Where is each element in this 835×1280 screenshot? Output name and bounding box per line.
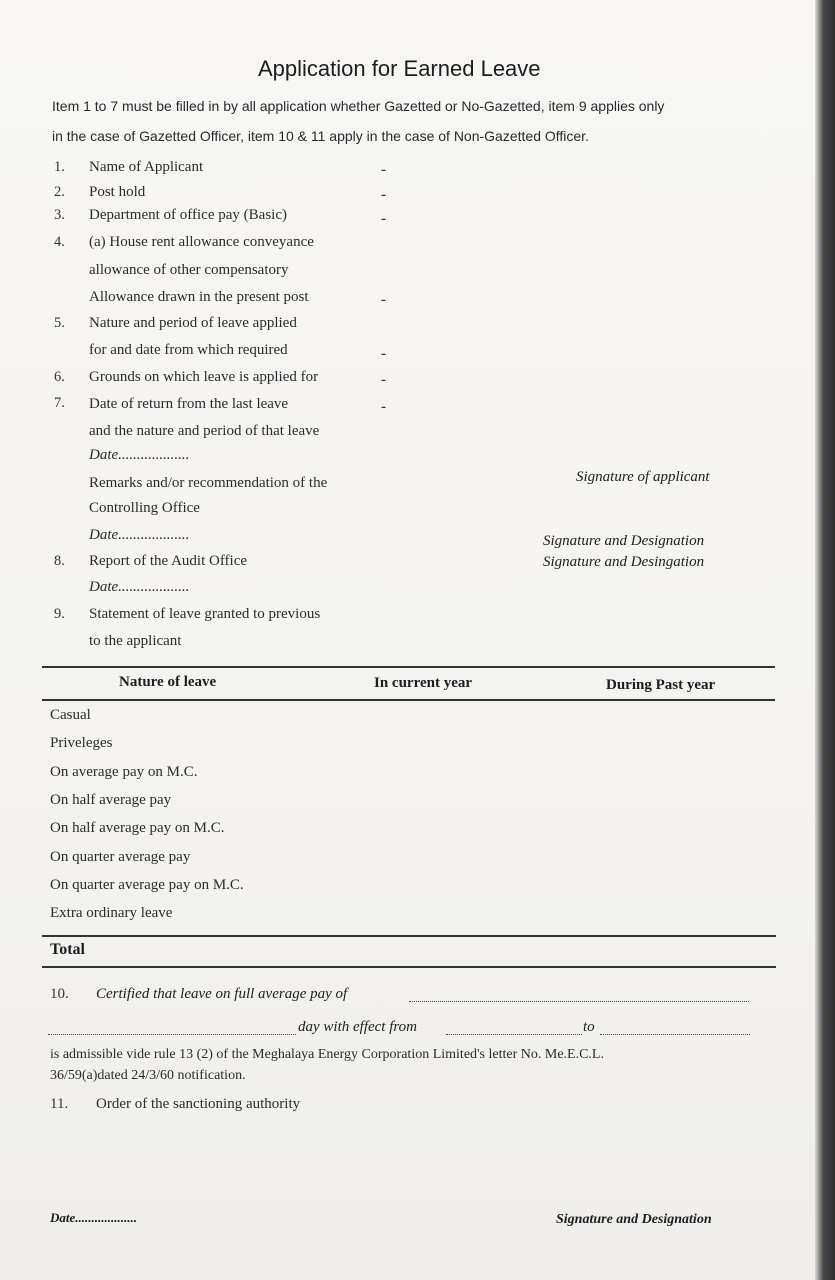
- item-11-number: 11.: [50, 1096, 69, 1112]
- item-7-dash: -: [381, 399, 386, 415]
- table-row: On average pay on M.C.: [50, 764, 198, 780]
- item-10-number: 10.: [50, 986, 69, 1002]
- item-9-number: 9.: [54, 606, 65, 622]
- item-4-number: 4.: [54, 234, 65, 250]
- footer-signature: Signature and Designation: [556, 1212, 712, 1227]
- table-total-label: Total: [50, 941, 85, 958]
- item-1-dash: -: [381, 162, 386, 178]
- table-row: Priveleges: [50, 735, 113, 751]
- table-bottom-rule: [42, 966, 776, 968]
- item-10-dotline-4: [600, 1034, 750, 1035]
- item-3-number: 3.: [54, 207, 65, 223]
- item-3-label: Department of office pay (Basic): [89, 207, 287, 223]
- item-10-rule-line-1: is admissible vide rule 13 (2) of the Meghalaya Energy Corporation Limited's letter No. Me.E.C.L.: [50, 1047, 604, 1062]
- remarks-label-1: Remarks and/or recommendation of the: [89, 475, 328, 491]
- signature-designation-1: Signature and Designation: [543, 533, 705, 549]
- item-10-text-3: to: [583, 1019, 595, 1035]
- table-row: Casual: [50, 707, 91, 723]
- table-total-rule: [42, 935, 776, 937]
- item-10-text-1: Certified that leave on full average pay of: [96, 986, 348, 1002]
- item-11-label: Order of the sanctioning authority: [96, 1096, 301, 1112]
- table-row: On quarter average pay: [50, 849, 191, 865]
- instructions-line-2: in the case of Gazetted Officer, item 10 & 11 apply in the case of Non-Gazetted Officer.: [52, 128, 589, 144]
- remarks-label-2: Controlling Office: [89, 500, 200, 516]
- item-4-label-1: (a) House rent allowance conveyance: [89, 234, 314, 250]
- table-row: Extra ordinary leave: [50, 905, 173, 921]
- footer-date: Date...................: [50, 1210, 138, 1225]
- item-4-label-2: allowance of other compensatory: [89, 262, 289, 278]
- item-6-number: 6.: [54, 369, 65, 385]
- item-10-text-2: day with effect from: [298, 1019, 418, 1035]
- item-7-number: 7.: [54, 395, 65, 411]
- item-1-label: Name of Applicant: [89, 159, 204, 175]
- table-header-past-year: During Past year: [606, 677, 716, 693]
- instructions-line-1: Item 1 to 7 must be filled in by all application whether Gazetted or No-Gazetted, item 9 applies only: [52, 98, 665, 114]
- table-row: On quarter average pay on M.C.: [50, 877, 244, 893]
- item-8-label: Report of the Audit Office: [89, 553, 248, 569]
- page-edge: [815, 0, 835, 1280]
- item-5-label-2: for and date from which required: [89, 342, 288, 358]
- date-field-3: Date...................: [89, 579, 190, 595]
- item-10-rule-line-2: 36/59(a)dated 24/3/60 notification.: [50, 1068, 246, 1083]
- signature-applicant: Signature of applicant: [576, 469, 710, 485]
- item-4-dash: -: [381, 292, 386, 308]
- item-6-dash: -: [381, 372, 386, 388]
- table-row: On half average pay on M.C.: [50, 820, 225, 836]
- table-header-rule: [42, 699, 775, 701]
- item-8-number: 8.: [54, 553, 65, 569]
- item-10-dotline-3: [446, 1034, 582, 1035]
- item-9-label-2: to the applicant: [89, 633, 182, 649]
- item-7-label-2: and the nature and period of that leave: [89, 423, 320, 439]
- page-title: Application for Earned Leave: [258, 56, 541, 81]
- table-row: On half average pay: [50, 792, 172, 808]
- item-1-number: 1.: [54, 159, 65, 175]
- item-3-dash: -: [381, 211, 386, 227]
- item-2-label: Post hold: [89, 184, 146, 200]
- table-top-rule: [42, 666, 775, 668]
- table-header-nature: Nature of leave: [119, 674, 217, 690]
- item-10-dotline-2: [48, 1034, 296, 1035]
- item-5-dash: -: [381, 346, 386, 362]
- item-6-label: Grounds on which leave is applied for: [89, 369, 319, 385]
- item-2-number: 2.: [54, 184, 65, 200]
- date-field-2: Date...................: [89, 527, 190, 543]
- item-4-label-3: Allowance drawn in the present post: [89, 289, 309, 305]
- signature-desingation: Signature and Desingation: [543, 554, 705, 570]
- item-9-label-1: Statement of leave granted to previous: [89, 606, 321, 622]
- date-field-1: Date...................: [89, 447, 190, 463]
- item-5-label-1: Nature and period of leave applied: [89, 315, 297, 331]
- item-10-dotline-1: [409, 1001, 749, 1002]
- item-7-label-1: Date of return from the last leave: [89, 396, 289, 412]
- item-2-dash: -: [381, 187, 386, 203]
- item-5-number: 5.: [54, 315, 65, 331]
- table-header-current-year: In current year: [374, 675, 473, 691]
